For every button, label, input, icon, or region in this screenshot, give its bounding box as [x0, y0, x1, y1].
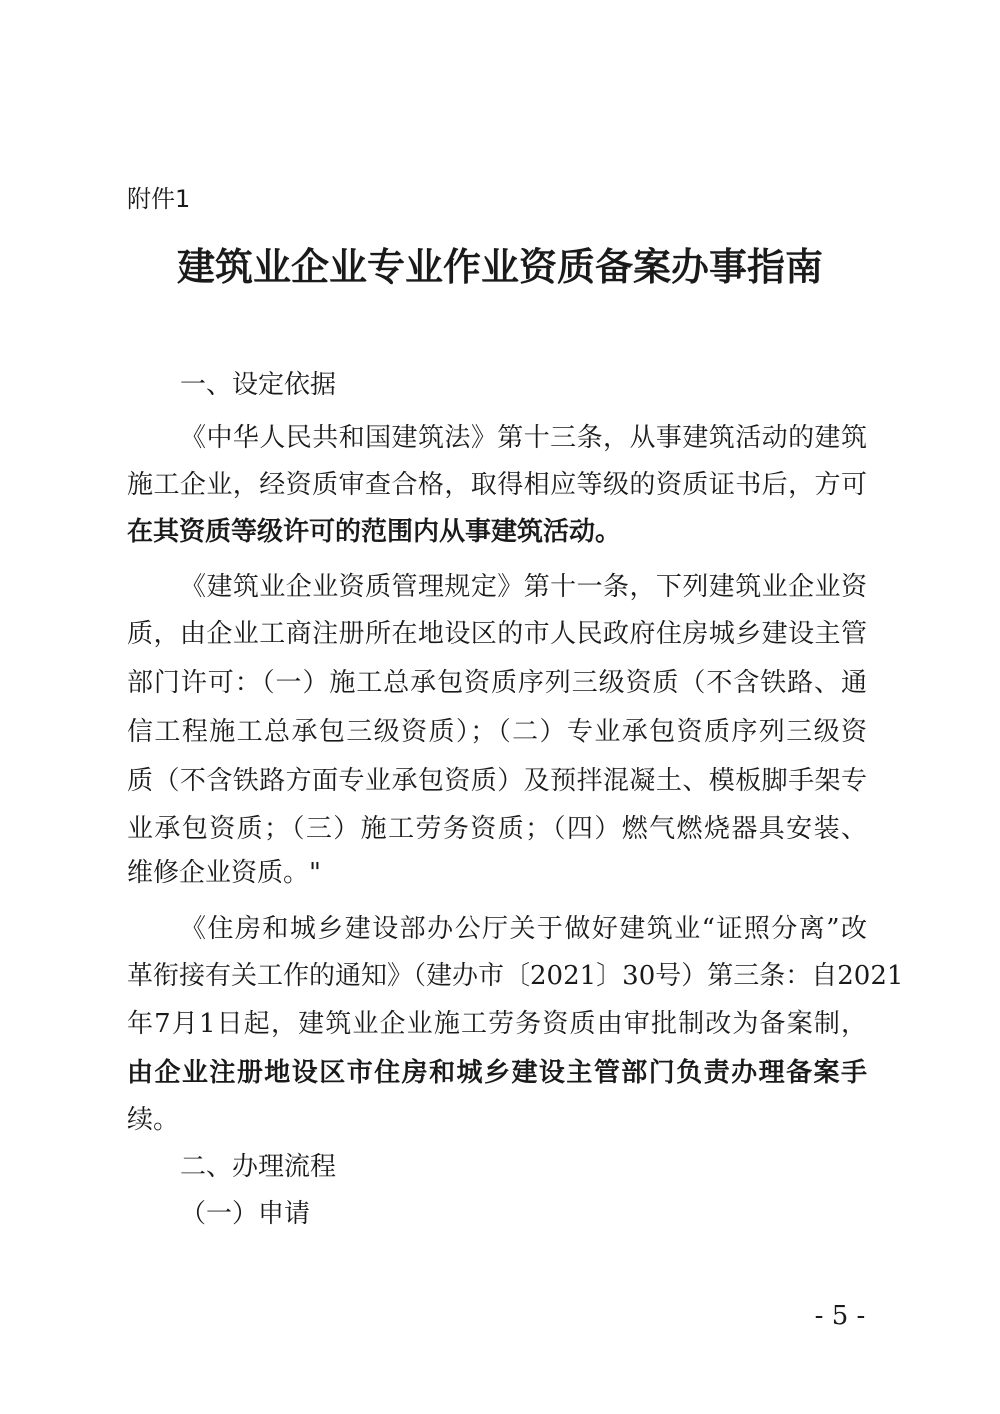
paragraph-line: 革衔接有关工作的通知》（建办市〔2021〕30号）第三条：自2021	[127, 961, 904, 991]
paragraph-line: 年7月1日起，建筑业企业施工劳务资质由审批制改为备案制，	[127, 1009, 867, 1039]
paragraph-line: 续。	[127, 1105, 180, 1135]
paragraph-line: 业承包资质；（三）施工劳务资质；（四）燃气燃烧器具安装、	[127, 814, 867, 844]
subsection-heading-apply: （一）申请	[180, 1199, 311, 1229]
paragraph-line: 质，由企业工商注册所在地设区的市人民政府住房城乡建设主管	[127, 619, 867, 649]
paragraph-line: 《中华人民共和国建筑法》第十三条，从事建筑活动的建筑	[180, 423, 867, 453]
paragraph-line: 质（不含铁路方面专业承包资质）及预拌混凝土、模板脚手架专	[127, 766, 867, 796]
paragraph-line: 信工程施工总承包三级资质）；（二）专业承包资质序列三级资	[127, 717, 867, 747]
paragraph-line: 部门许可：（一）施工总承包资质序列三级资质（不含铁路、通	[127, 668, 867, 698]
paragraph-line: 《住房和城乡建设部办公厅关于做好建筑业“证照分离”改	[180, 914, 867, 944]
paragraph-line: 在其资质等级许可的范围内从事建筑活动。	[127, 517, 622, 547]
page-number: - 5 -	[814, 1301, 866, 1331]
paragraph-line: 《建筑业企业资质管理规定》第十一条，下列建筑业企业资	[180, 572, 867, 602]
paragraph-line: 维修企业资质。"	[127, 858, 321, 888]
document-title: 建筑业企业专业作业资质备案办事指南	[176, 244, 823, 289]
section-heading-process: 二、办理流程	[180, 1152, 337, 1182]
attachment-label: 附件1	[127, 185, 191, 213]
section-heading-basis: 一、设定依据	[180, 370, 337, 400]
paragraph-line: 施工企业，经资质审查合格，取得相应等级的资质证书后，方可	[127, 470, 867, 500]
paragraph-line: 由企业注册地设区市住房和城乡建设主管部门负责办理备案手	[127, 1058, 867, 1088]
